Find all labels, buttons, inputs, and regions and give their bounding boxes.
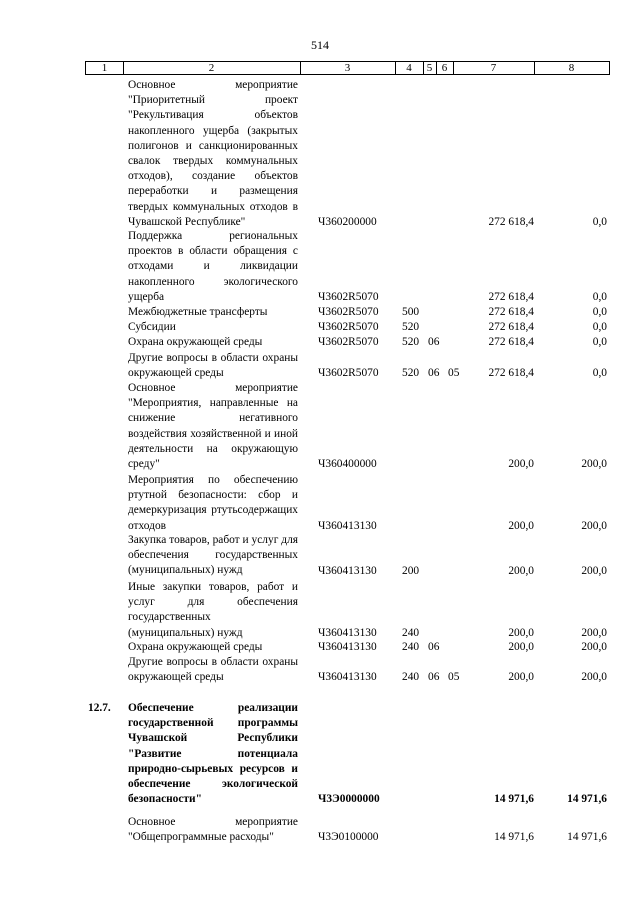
row-amount-8: 0,0 — [592, 335, 607, 348]
row-description: Поддержка региональных проектов в области обращения с отходами и ликвидации накопленного экологического ущерба — [128, 230, 298, 303]
row-description: Субсидии — [128, 321, 176, 333]
row-amount-7: 272 618,4 — [488, 335, 534, 348]
row-col-6: 05 — [448, 670, 460, 683]
row-description: Закупка товаров, работ и услуг для обеспечения государственных (муниципальных) нужд — [128, 534, 298, 577]
row-code: Ч360400000 — [318, 457, 377, 470]
row-code: Ч360413130 — [318, 626, 377, 639]
table-row — [0, 580, 640, 641]
row-amount-7: 200,0 — [508, 564, 534, 577]
row-amount-8: 200,0 — [581, 640, 607, 653]
row-amount-8: 200,0 — [581, 670, 607, 683]
row-col-4: 240 — [402, 670, 420, 683]
table-header — [85, 61, 610, 75]
row-amount-7: 200,0 — [508, 519, 534, 532]
row-amount-7: 200,0 — [508, 457, 534, 470]
table-row — [0, 381, 640, 472]
row-description: Иные закупки товаров, работ и услуг для обеспечения государственных (муниципальных) нужд — [128, 581, 298, 639]
row-amount-8: 0,0 — [592, 320, 607, 333]
row-code: Ч3602R5070 — [318, 290, 379, 303]
table-row — [0, 533, 640, 579]
table-row — [0, 640, 640, 655]
row-col-4: 520 — [402, 320, 420, 333]
row-amount-7: 14 971,6 — [494, 830, 534, 843]
row-col-4: 200 — [402, 564, 420, 577]
header-col-2: 2 — [208, 62, 215, 74]
table-row — [0, 335, 640, 350]
row-code: Ч360200000 — [318, 215, 377, 228]
header-col-3: 3 — [344, 62, 351, 74]
row-description: Межбюджетные трансферты — [128, 306, 268, 318]
row-amount-7: 272 618,4 — [488, 305, 534, 318]
row-amount-8: 14 971,6 — [567, 792, 607, 805]
row-description: Другие вопросы в области охраны окружающей среды — [128, 656, 298, 684]
row-amount-7: 272 618,4 — [488, 215, 534, 228]
table-row — [0, 78, 640, 230]
row-amount-8: 0,0 — [592, 366, 607, 379]
row-code: Ч360413130 — [318, 670, 377, 683]
row-col-4: 520 — [402, 366, 420, 379]
table-row — [0, 815, 640, 845]
row-code: Ч3602R5070 — [318, 366, 379, 379]
row-col-5: 06 — [428, 335, 440, 348]
row-description: Охрана окружающей среды — [128, 336, 263, 348]
row-amount-8: 200,0 — [581, 626, 607, 639]
row-amount-7: 14 971,6 — [494, 792, 534, 805]
row-col-4: 240 — [402, 640, 420, 653]
row-amount-7: 272 618,4 — [488, 320, 534, 333]
row-amount-8: 200,0 — [581, 564, 607, 577]
table-row — [0, 229, 640, 305]
table-row — [0, 305, 640, 320]
row-code: Ч3Э0100000 — [318, 830, 379, 843]
row-code: Ч3602R5070 — [318, 335, 379, 348]
row-description: Основное мероприятие "Мероприятия, направленные на снижение негативного воздействия хозяйственной и иной деятельности на окружающую среду" — [128, 382, 298, 471]
row-amount-8: 0,0 — [592, 305, 607, 318]
table-row — [0, 473, 640, 534]
page-number: 514 — [311, 38, 329, 52]
row-description: Мероприятия по обеспечению ртутной безопасности: сбор и демеркуризация ртутьсодержащих отходов — [128, 474, 298, 532]
row-description: Основное мероприятие "Приоритетный проект "Рекультивация объектов накопленного ущерба (закрытых полигонов и санкционированных свалок твердых коммунальных отходов), создание объектов переработки и размещения твердых коммунальных отходов в Чувашской Республике" — [128, 79, 298, 228]
header-col-7: 7 — [490, 62, 497, 74]
header-col-1: 1 — [101, 62, 108, 74]
header-col-4: 4 — [406, 62, 412, 74]
row-col-6: 05 — [448, 366, 460, 379]
row-number: 12.7. — [88, 702, 111, 714]
row-description: Основное мероприятие "Общепрограммные расходы" — [128, 816, 298, 844]
header-col-8: 8 — [568, 62, 575, 74]
row-amount-8: 0,0 — [592, 215, 607, 228]
row-description: Охрана окружающей среды — [128, 641, 263, 653]
row-code: Ч360413130 — [318, 640, 377, 653]
row-amount-8: 200,0 — [581, 457, 607, 470]
row-col-4: 500 — [402, 305, 420, 318]
row-description: Другие вопросы в области охраны окружающей среды — [128, 352, 298, 380]
row-amount-7: 200,0 — [508, 626, 534, 639]
row-amount-8: 0,0 — [592, 290, 607, 303]
row-code: Ч3Э0000000 — [318, 792, 380, 805]
table-row — [0, 655, 640, 685]
row-code: Ч360413130 — [318, 564, 377, 577]
row-code: Ч3602R5070 — [318, 305, 379, 318]
row-col-5: 06 — [428, 670, 440, 683]
row-code: Ч3602R5070 — [318, 320, 379, 333]
row-col-5: 06 — [428, 366, 440, 379]
header-col-6: 6 — [441, 62, 448, 74]
table-row — [0, 701, 640, 807]
row-amount-7: 200,0 — [508, 640, 534, 653]
table-row — [0, 351, 640, 381]
row-code: Ч360413130 — [318, 519, 377, 532]
row-amount-7: 272 618,4 — [488, 290, 534, 303]
table-row — [0, 320, 640, 335]
row-amount-7: 200,0 — [508, 670, 534, 683]
row-col-5: 06 — [428, 640, 440, 653]
row-description: Обеспечение реализации государственной программы Чувашской Республики "Развитие потенциала природно-сырьевых ресурсов и обеспечение экологической безопасности" — [128, 702, 298, 806]
row-col-4: 520 — [402, 335, 420, 348]
row-amount-8: 14 971,6 — [567, 830, 607, 843]
row-amount-8: 200,0 — [581, 519, 607, 532]
header-col-5: 5 — [426, 62, 433, 74]
row-amount-7: 272 618,4 — [488, 366, 534, 379]
row-col-4: 240 — [402, 626, 420, 639]
